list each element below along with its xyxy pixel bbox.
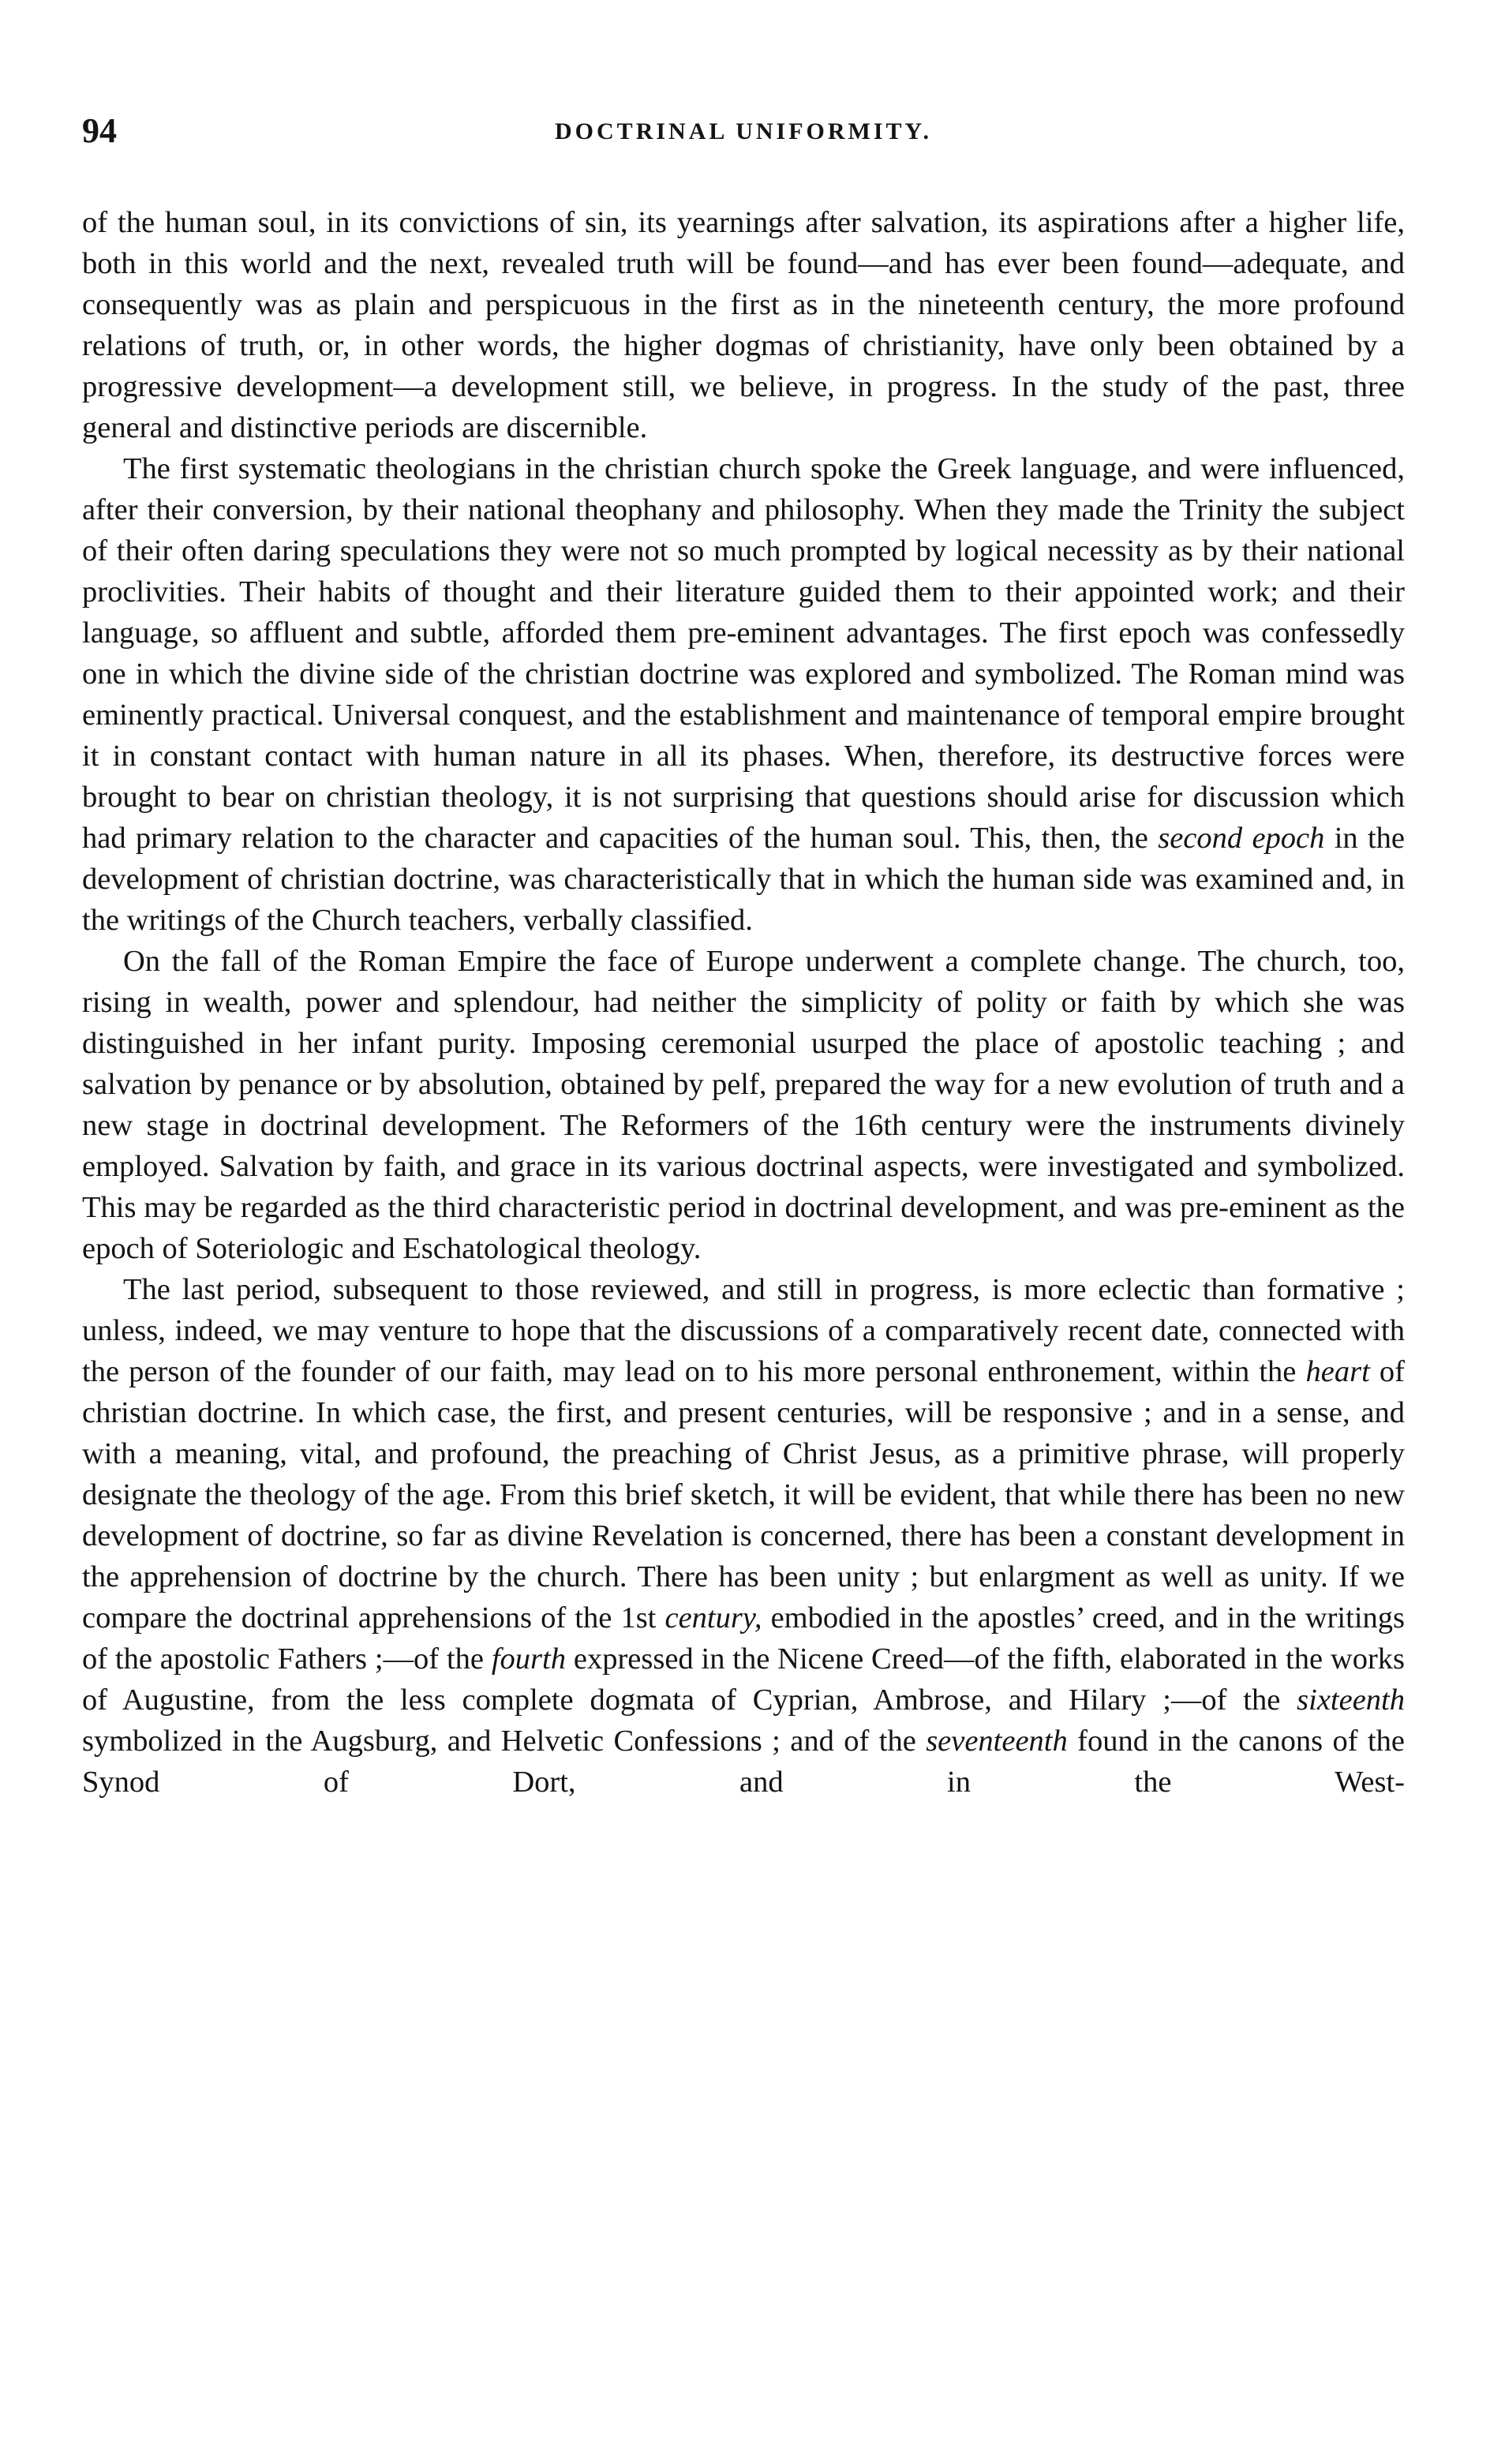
paragraph-1 [82,202,1405,448]
running-head [82,110,1405,158]
paragraph-2 [82,448,1405,941]
paragraph-4 [82,1269,1405,1803]
running-title: DOCTRINAL UNIFORMITY. [555,118,932,144]
paragraph-1-text: of the human soul, in its convictions of sin, its yearnings after salvation, its aspirations after a higher life, both in this world and the next, revealed truth will be found—and has ever been found—adequate, and consequently was as plain and perspicuous in the first as in the nineteenth century, the more profound relations of truth, or, in other words, the higher dogmas of christianity, have only been obtained by a progressive development—a development still, we believe, in progress. In the study of the past, three general and distinctive periods are discernible. [82,206,1405,444]
paragraph-4-text-d: expressed in the Nicene Creed—of the fifth, elaborated in the works of Augustine, from the less complete dogmata of Cyprian, Ambrose, and Hilary ;—of the [82,1642,1405,1717]
paragraph-4-text-b: of christian doctrine. In which case, the first, and present centuries, will be responsive ; and in a sense, and with a meaning, vital, and profound, the preaching of Christ Jesus, as a primitive phrase, will properly designate the theology of the age. From this brief sketch, it will be evident, that while there has been no new development of doctrine, so far as divine Revelation is concerned, there has been a constant development in the apprehension of doctrine by the church. There has been unity ; but enlargment as well as unity. If we compare the doctrinal apprehensions of the 1st [82,1355,1406,1635]
paragraph-3-text: On the fall of the Roman Empire the face of Europe underwent a complete change. The church, too, rising in wealth, power and splendour, had neither the simplicity of polity or faith by which she was distinguished in her infant purity. Imposing ceremonial usurped the place of apostolic teaching ; and salvation by penance or by absolution, obtained by pelf, prepared the way for a new evolution of truth and a new stage in doctrinal development. The Reformers of the 16th century were the instruments divinely employed. Salvation by faith, and grace in its various doctrinal aspects, were investigated and symbolized. This may be regarded as the third characteristic period in doctrinal development, and was pre-eminent as the epoch of Soteriologic and Eschatological theology. [82,945,1405,1265]
paragraph-4-text-e: symbolized in the Augsburg, and Helvetic Confessions ; and of the [82,1724,927,1758]
paragraph-4-text-f: found in the canons of the Synod of Dort, and in the West- [82,1724,1405,1799]
italic-heart: heart [1305,1355,1370,1388]
paragraph-4-text-c: embodied in the apostles’ creed, and in the writings of the apostolic Fathers ;—of the [82,1601,1406,1676]
book-page [82,110,1405,1803]
italic-fourth: fourth [491,1642,566,1676]
italic-sixteenth: sixteenth [1297,1683,1405,1717]
italic-century: century, [665,1601,762,1635]
page-number: 94 [82,111,117,150]
body-text [82,202,1405,1803]
italic-seventeenth: seventeenth [926,1724,1068,1758]
italic-second-epoch: second epoch [1158,822,1325,855]
paragraph-4-text-a: The last period, subsequent to those reviewed, and still in progress, is more eclectic than formative ; unless, indeed, we may venture to hope that the discussions of a comparatively recent date, connected with the person of the founder of our faith, may lead on to his more personal enthronement, within the [82,1273,1405,1388]
paragraph-3 [82,941,1405,1269]
paragraph-2-text-cont: in the development of christian doctrine, was characteristically that in which the human side was examined and, in the writings of the Church teachers, verbally classified. [82,822,1405,937]
paragraph-2-text: The first systematic theologians in the christian church spoke the Greek language, and were influenced, after their conversion, by their national theophany and philosophy. When they made the Trinity the subject of their often daring speculations they were not so much prompted by logical necessity as by their national proclivities. Their habits of thought and their literature guided them to their appointed work; and their language, so affluent and subtle, afforded them pre-eminent advantages. The first epoch was confessedly one in which the divine side of the christian doctrine was explored and symbolized. The Roman mind was eminently practical. Universal conquest, and the establishment and maintenance of temporal empire brought it in constant contact with human nature in all its phases. When, therefore, its destructive forces were brought to bear on christian theology, it is not surprising that questions should arise for discussion which had primary relation to the character and capacities of the human soul. This, then, the [82,452,1405,855]
